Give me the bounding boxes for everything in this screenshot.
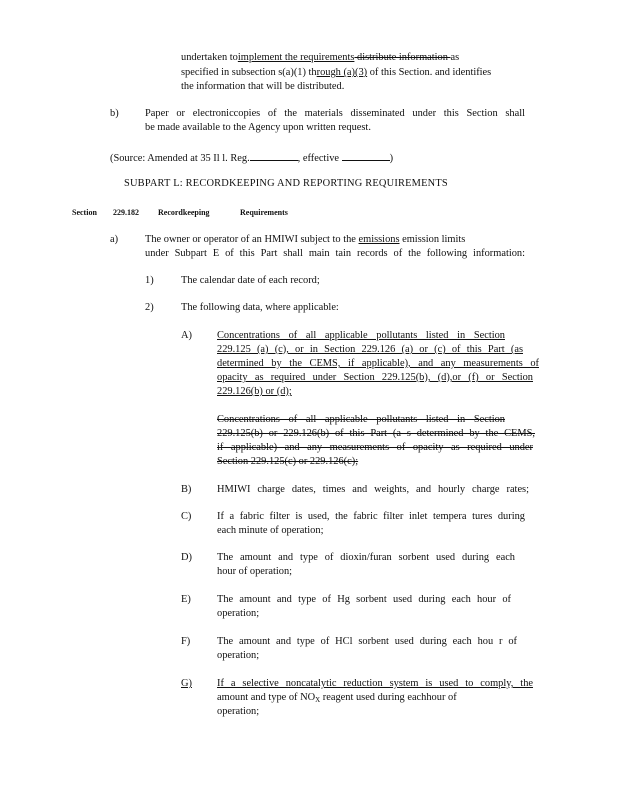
item-C-line-1: If a fabric filter is used, the fabric filter inlet tempera tures during <box>217 511 525 522</box>
item-F-line-1: The amount and type of HCl sorbent used during each hou r of <box>217 636 517 647</box>
continuation-line-2: specified in subsection s(a)(1) through (a)(3) of this Section. and identifies <box>181 67 492 78</box>
item-A-line-3: determined by the CEMS, if applicable), and any measurements of <box>217 358 539 369</box>
item-b-line-2: be made available to the Agency upon written request. <box>145 122 371 133</box>
item-F-line-2: operation; <box>217 650 260 661</box>
section-word: Section <box>72 208 97 217</box>
deleted-text: distribute information <box>354 52 451 63</box>
item-label-2: 2) <box>145 302 154 313</box>
item-label-E: E) <box>181 594 191 605</box>
item-B-text: HMIWI charge dates, times and weights, and hourly charge rates; <box>217 484 529 495</box>
continuation-line-1: undertaken toimplement the requirements distribute information as <box>181 52 460 63</box>
item-label-b: b) <box>110 108 119 119</box>
source-note: (Source: Amended at 35 Il l. Reg. , effective ) <box>110 150 393 165</box>
blank-field <box>250 150 298 161</box>
section-title-2: Requirements <box>240 208 288 217</box>
continuation-line-3: the information that will be distributed. <box>181 81 345 92</box>
item-D-line-2: hour of operation; <box>217 566 293 577</box>
item-label-A: A) <box>181 330 192 341</box>
item-a-line-1: The owner or operator of an HMIWI subject to the emissions emission limits <box>145 234 466 245</box>
item-G-line-1: If a selective noncatalytic reduction system is used to comply, the <box>217 678 533 689</box>
inserted-text: implement the requirements <box>237 52 355 63</box>
item-E-line-1: The amount and type of Hg sorbent used during each hour of <box>217 594 511 605</box>
item-E-line-2: operation; <box>217 608 260 619</box>
inserted-text: emissions <box>358 234 400 245</box>
deleted-A-line-4: Section 229.125(c) or 229.126(c); <box>217 456 359 467</box>
section-title-1: Recordkeeping <box>158 208 210 217</box>
item-G-line-3: operation; <box>217 706 260 717</box>
section-number: 229.182 <box>113 208 139 217</box>
subpart-heading: SUBPART L: RECORDKEEPING AND REPORTING REQUIREMENTS <box>124 178 448 189</box>
item-1-text: The calendar date of each record; <box>181 275 320 286</box>
item-A-line-5: 229.126(b) or (d); <box>217 386 292 397</box>
item-label-1: 1) <box>145 275 154 286</box>
item-label-D: D) <box>181 552 192 563</box>
deleted-A-line-3: if applicable) and any measurements of opacity as required under <box>217 442 533 453</box>
item-D-line-1: The amount and type of dioxin/furan sorbent used during each <box>217 552 515 563</box>
item-A-line-4: opacity as required under Section 229.125(b), (d),or (f) or Section <box>217 372 533 383</box>
item-A-line-1: Concentrations of all applicable pollutants listed in Section <box>217 330 505 341</box>
item-C-line-2: each minute of operation; <box>217 525 324 536</box>
item-a-line-2: under Subpart E of this Part shall main tain records of the following information: <box>145 248 525 259</box>
inserted-text: rough (a)(3) <box>316 67 368 78</box>
blank-field <box>342 150 390 161</box>
item-label-F: F) <box>181 636 191 647</box>
item-A-line-2: 229.125 (a) (c), or in Section 229.126 (a) or (c) of this Part (as <box>217 344 523 355</box>
item-2-text: The following data, where applicable: <box>181 302 339 313</box>
item-G-line-2: amount and type of $NO_X$ reagent used during eachhour of <box>217 692 457 704</box>
item-b-line-1: Paper or electroniccopies of the materials disseminated under this Section shall <box>145 108 525 119</box>
deleted-A-line-2: 229.125(b) or 229.126(b) of this Part (a s determined by the CEMS, <box>217 428 535 439</box>
item-label-B: B) <box>181 484 192 495</box>
deleted-A-line-1: Concentrations of all applicable pollutants listed in Section <box>217 414 505 425</box>
item-label-a: a) <box>110 234 119 245</box>
item-label-G: G) <box>181 678 192 689</box>
item-label-C: C) <box>181 511 192 522</box>
